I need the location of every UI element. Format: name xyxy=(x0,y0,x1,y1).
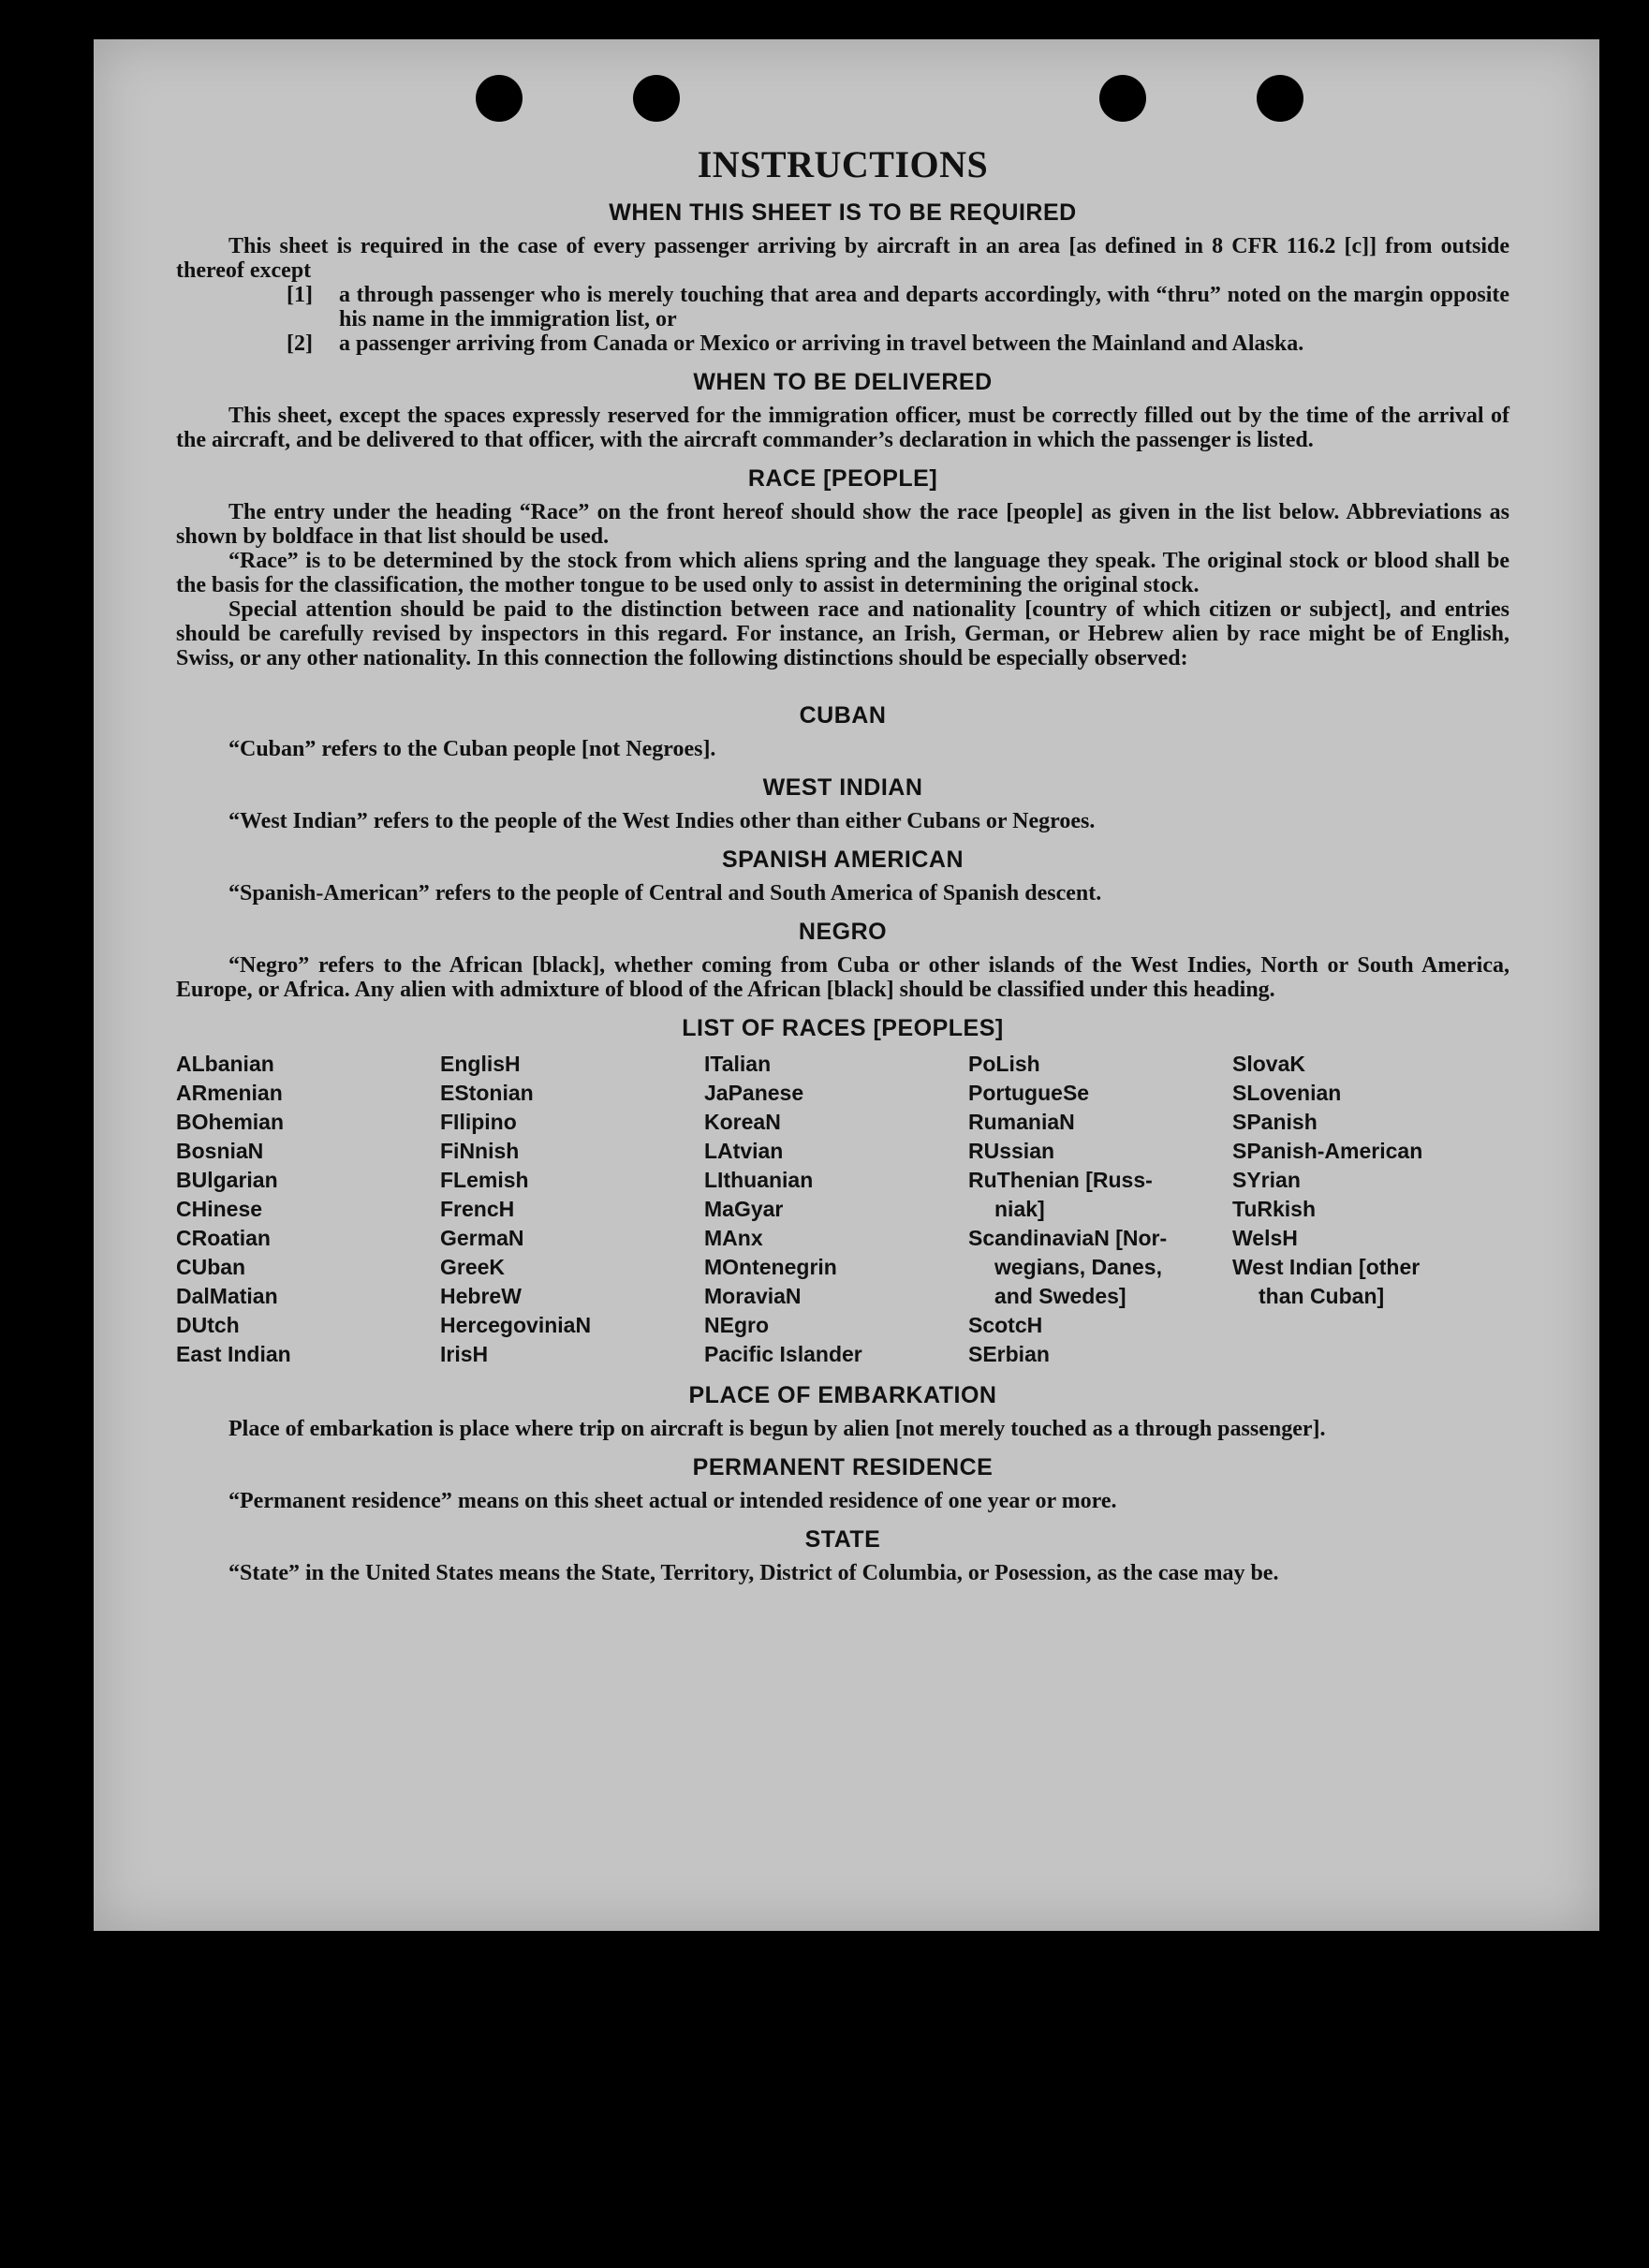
race-entry: TuRkish xyxy=(1232,1197,1317,1221)
paragraph-race-1: The entry under the heading “Race” on the front hereof should show the race [people] as given in the list below. Abbreviations as shown by boldface in that list should be used. xyxy=(176,500,1509,549)
race-entry: East Indian xyxy=(176,1342,291,1366)
race-entry: NEgro xyxy=(704,1313,769,1337)
race-entry: than Cuban] xyxy=(1259,1284,1385,1308)
race-entry: and Swedes] xyxy=(994,1284,1126,1308)
race-entry: GermaN xyxy=(440,1226,524,1250)
race-entry: SPanish xyxy=(1232,1110,1318,1134)
race-entry: LIthuanian xyxy=(704,1168,814,1192)
race-entry: SLovenian xyxy=(1232,1081,1342,1105)
race-entry: IrisH xyxy=(440,1342,489,1366)
race-entry: CUban xyxy=(176,1255,246,1279)
race-entry: PortugueSe xyxy=(968,1081,1090,1105)
race-entry: MOntenegrin xyxy=(704,1255,837,1279)
race-entry: RUssian xyxy=(968,1139,1055,1163)
races-column xyxy=(440,1050,704,1369)
race-entry: GreeK xyxy=(440,1255,506,1279)
race-entry: FIlipino xyxy=(440,1110,517,1134)
punch-hole xyxy=(633,75,680,122)
race-entry: ScandinaviaN [Nor- xyxy=(968,1226,1168,1250)
heading-when-delivered: WHEN TO BE DELIVERED xyxy=(693,369,993,395)
paragraph-state: “State” in the United States means the State, Territory, District of Columbia, or Posession, as the case may be. xyxy=(228,1561,1279,1585)
punch-hole xyxy=(1099,75,1146,122)
heading-negro: NEGRO xyxy=(798,919,888,945)
paragraph-negro: “Negro” refers to the African [black], whether coming from Cuba or other islands of the West Indies, North or South America, Europe, or Africa. Any alien with admixture of blood of the African [black] should be classified under this heading. xyxy=(176,953,1509,1002)
races-column xyxy=(968,1050,1232,1369)
race-entry: SYrian xyxy=(1232,1168,1301,1192)
race-entry: SErbian xyxy=(968,1342,1050,1366)
race-entry: SPanish-American xyxy=(1232,1139,1423,1163)
race-entry: DalMatian xyxy=(176,1284,278,1308)
race-entry: DUtch xyxy=(176,1313,240,1337)
heading-permanent-residence: PERMANENT RESIDENCE xyxy=(692,1454,994,1480)
races-column xyxy=(1232,1050,1509,1369)
race-entry: CHinese xyxy=(176,1197,263,1221)
race-entry: MAnx xyxy=(704,1226,763,1250)
race-entry: FLemish xyxy=(440,1168,529,1192)
race-entry: ITalian xyxy=(704,1052,772,1076)
exception-text: a through passenger who is merely touching that area and departs accordingly, with “thru” noted on the margin opposite his name in the immigration list, or xyxy=(339,283,1509,331)
paragraph-spanish-american: “Spanish-American” refers to the people of Central and South America of Spanish descent. xyxy=(228,881,1102,906)
paragraph-race-3: Special attention should be paid to the distinction between race and nationality [country of which citizen or subject], and entries should be carefully revised by inspectors in this regard. For instance, an Irish, German, or Hebrew alien by race might be of English, Swiss, or any other nationality. In this connection the following distinctions should be especially observed: xyxy=(176,597,1509,670)
race-entry: BOhemian xyxy=(176,1110,285,1134)
document-sheet xyxy=(94,39,1599,1931)
race-entry: wegians, Danes, xyxy=(994,1255,1162,1279)
heading-cuban: CUBAN xyxy=(799,702,887,729)
races-column xyxy=(704,1050,968,1369)
race-entry: ALbanian xyxy=(176,1052,274,1076)
race-entry: West Indian [other xyxy=(1232,1255,1421,1279)
exception-number: [2] xyxy=(287,331,313,356)
heading-state: STATE xyxy=(804,1526,881,1553)
races-column xyxy=(176,1050,440,1369)
race-entry: RumaniaN xyxy=(968,1110,1075,1134)
paragraph-required-intro: This sheet is required in the case of every passenger arriving by aircraft in an area [as defined in 8 CFR 116.2 [c]] from outside thereof except xyxy=(176,234,1509,283)
race-entry: MoraviaN xyxy=(704,1284,802,1308)
race-entry: ScotcH xyxy=(968,1313,1043,1337)
heading-list-of-races: LIST OF RACES [PEOPLES] xyxy=(682,1015,1004,1041)
exception-number: [1] xyxy=(287,283,313,307)
race-entry: BosniaN xyxy=(176,1139,264,1163)
race-entry: PoLish xyxy=(968,1052,1040,1076)
punch-hole xyxy=(1257,75,1303,122)
race-entry: MaGyar xyxy=(704,1197,784,1221)
race-entry: FiNnish xyxy=(440,1139,520,1163)
race-entry: KoreaN xyxy=(704,1110,781,1134)
race-entry: ARmenian xyxy=(176,1081,283,1105)
instructions-content xyxy=(176,142,1509,1585)
heading-west-indian: WEST INDIAN xyxy=(762,774,923,801)
page-title: INSTRUCTIONS xyxy=(697,143,989,185)
paragraph-race-2: “Race” is to be determined by the stock from which aliens spring and the language they speak. The original stock or blood shall be the basis for the classification, the mother tongue to be used only to assist in determining the original stock. xyxy=(176,549,1509,597)
paragraph-delivered: This sheet, except the spaces expressly reserved for the immigration officer, must be correctly filled out by the time of the arrival of the aircraft, and be delivered to that officer, with the aircraft commander’s declaration in which the passenger is listed. xyxy=(176,404,1509,452)
exception-text: a passenger arriving from Canada or Mexico or arriving in travel between the Mainland and Alaska. xyxy=(339,331,1304,356)
race-entry: niak] xyxy=(994,1197,1045,1221)
race-entry: LAtvian xyxy=(704,1139,784,1163)
paragraph-cuban: “Cuban” refers to the Cuban people [not Negroes]. xyxy=(228,737,716,761)
race-entry: HebreW xyxy=(440,1284,522,1308)
exception-item xyxy=(176,283,1509,331)
races-list xyxy=(176,1050,1509,1369)
exception-item xyxy=(176,331,1509,356)
paragraph-embarkation: Place of embarkation is place where trip on aircraft is begun by alien [not merely touched as a through passenger]. xyxy=(228,1417,1326,1441)
race-entry: WelsH xyxy=(1232,1226,1298,1250)
race-entry: EStonian xyxy=(440,1081,534,1105)
heading-embarkation: PLACE OF EMBARKATION xyxy=(688,1382,997,1408)
race-entry: BUlgarian xyxy=(176,1168,278,1192)
heading-spanish-american: SPANISH AMERICAN xyxy=(721,847,964,873)
race-entry: EnglisH xyxy=(440,1052,521,1076)
race-entry: RuThenian [Russ- xyxy=(968,1168,1153,1192)
punch-hole xyxy=(476,75,523,122)
race-entry: HercegoviniaN xyxy=(440,1313,592,1337)
race-entry: JaPanese xyxy=(704,1081,804,1105)
race-entry: CRoatian xyxy=(176,1226,271,1250)
paragraph-permanent-residence: “Permanent residence” means on this sheet actual or intended residence of one year or more. xyxy=(228,1489,1117,1513)
paragraph-west-indian: “West Indian” refers to the people of the West Indies other than either Cubans or Negroes. xyxy=(228,809,1096,833)
race-entry: SlovaK xyxy=(1232,1052,1305,1076)
heading-race: RACE [PEOPLE] xyxy=(747,465,938,492)
heading-when-required: WHEN THIS SHEET IS TO BE REQUIRED xyxy=(609,199,1077,226)
race-entry: FrencH xyxy=(440,1197,515,1221)
race-entry: Pacific Islander xyxy=(704,1342,862,1366)
